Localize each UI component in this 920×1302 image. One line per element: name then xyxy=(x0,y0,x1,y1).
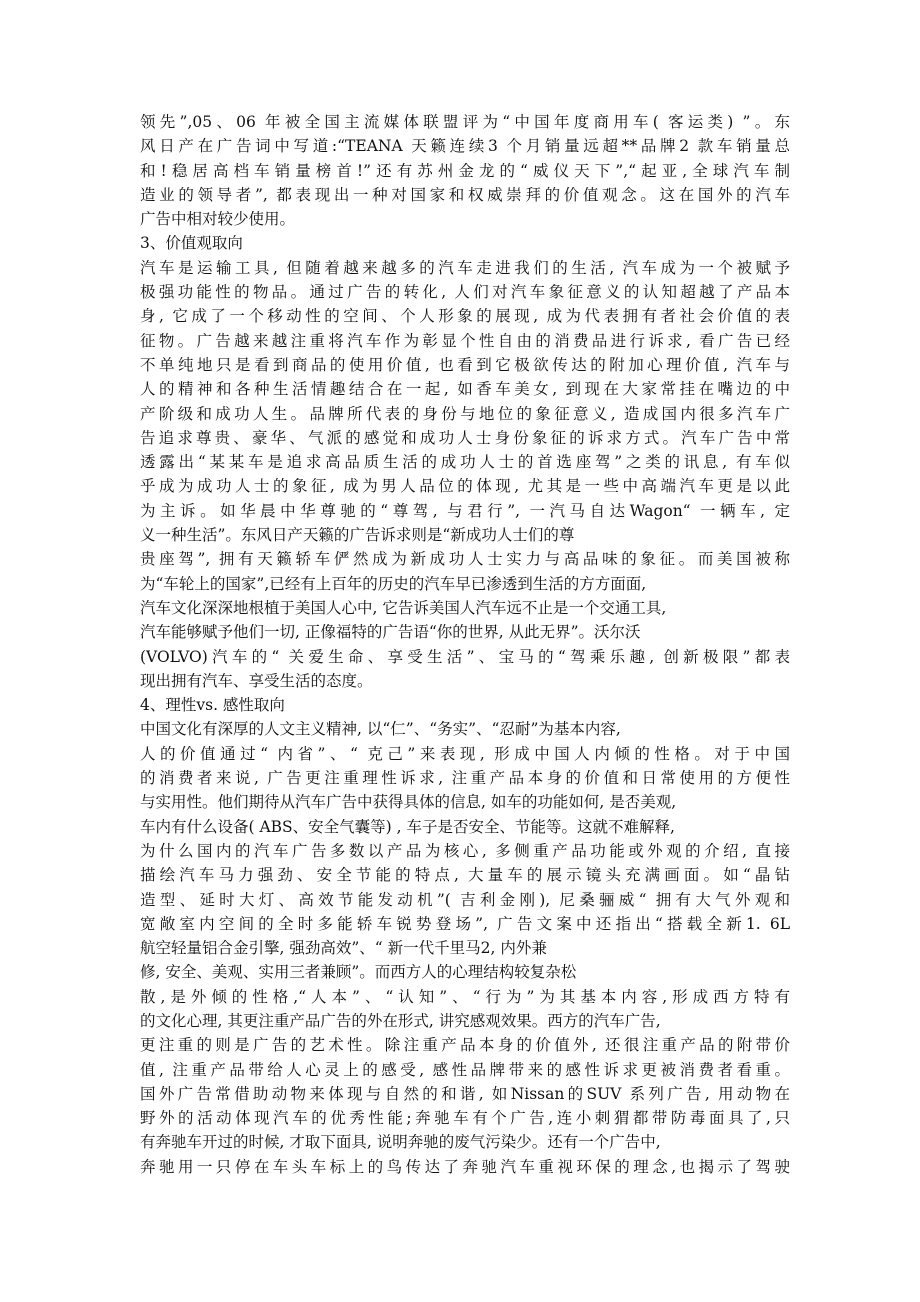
text-line: 人的精神和各种生活情趣结合在一起, 如香车美女, 到现在大家常挂在嘴边的中 xyxy=(140,380,790,399)
text-line: 更注重的则是广告的艺术性。除注重产品本身的价值外, 还很注重产品的附带价 xyxy=(140,1036,790,1055)
text-line: 征物。广告越来越注重将汽车作为彰显个性自由的消费品进行诉求, 看广告已经 xyxy=(140,331,790,350)
section-heading: 4、理性vs. 感性取向 xyxy=(140,696,285,715)
text-line: 广告中相对较少使用。 xyxy=(140,210,296,229)
text-line: 乎成为成功人士的象征, 成为男人品位的体现, 尤其是一些中高端汽车更是以此 xyxy=(140,477,790,496)
text-line: 为主诉。如华晨中华尊驰的“尊驾, 与君行”, 一汽马自达Wagon“ 一辆车, 定 xyxy=(140,501,790,520)
text-line: 为“车轮上的国家”,已经有上百年的历史的汽车早已渗透到生活的方方面面, xyxy=(140,574,647,593)
text-line: 现出拥有汽车、享受生活的态度。 xyxy=(140,671,373,690)
text-line: 描绘汽车马力强劲、安全节能的特点, 大量车的展示镜头充满画面。如“晶钻 xyxy=(140,866,790,885)
text-line: 义一种生活”。东风日产天籁的广告诉求则是“新成功人士们的尊 xyxy=(140,526,575,545)
text-line: 有奔驰车开过的时候, 才取下面具, 说明奔驰的废气污染少。还有一个广告中, xyxy=(140,1133,661,1152)
text-line: 值, 注重产品带给人心灵上的感受, 感性品牌带来的感性诉求更被消费者看重。 xyxy=(140,1060,790,1079)
text-line: 汽车能够赋予他们一切, 正像福特的广告语“你的世界, 从此无界”。沃尔沃 xyxy=(140,623,641,642)
text-line: 车内有什么设备( ABS、安全气囊等) , 车子是否安全、节能等。这就不难解释, xyxy=(140,817,675,836)
text-line: 告追求尊贵、豪华、气派的感觉和成功人士身份象征的诉求方式。汽车广告中常 xyxy=(140,428,790,447)
text-line: 不单纯地只是看到商品的使用价值, 也看到它极欲传达的附加心理价值, 汽车与 xyxy=(140,355,790,374)
text-line: (VOLVO)汽车的“ 关爱生命、享受生活”、宝马的“驾乘乐趣, 创新极限”都表 xyxy=(140,647,790,666)
text-line: 宽敞室内空间的全时多能轿车锐势登场”, 广告文案中还指出“搭载全新1. 6L xyxy=(140,914,790,933)
text-line: 人的价值通过“ 内省”、“ 克己”来表现, 形成中国人内倾的性格。对于中国 xyxy=(140,744,790,763)
text-line: 中国文化有深厚的人文主义精神, 以“仁”、“务实”、“忍耐”为基本内容, xyxy=(140,720,621,739)
text-line: 汽车文化深深地根植于美国人心中, 它告诉美国人汽车远不止是一个交通工具, xyxy=(140,598,667,617)
text-line: 造业的领导者”, 都表现出一种对国家和权威崇拜的价值观念。这在国外的汽车 xyxy=(140,185,790,204)
text-line: 产阶级和成功人生。品牌所代表的身份与地位的象征意义, 造成国内很多汽车广 xyxy=(140,404,790,423)
text-line: 为什么国内的汽车广告多数以产品为核心, 多侧重产品功能或外观的介绍, 直接 xyxy=(140,841,790,860)
text-line: 奔驰用一只停在车头车标上的鸟传达了奔驰汽车重视环保的理念,也揭示了驾驶 xyxy=(140,1157,790,1176)
text-line: 和!稳居高档车销量榜首!”还有苏州金龙的“威仪天下”,“起亚,全球汽车制 xyxy=(140,161,790,180)
text-line: 与实用性。他们期待从汽车广告中获得具体的信息, 如车的功能如何, 是否美观, xyxy=(140,793,677,812)
text-line: 航空轻量铝合金引擎, 强劲高效”、“ 新一代千里马2, 内外兼 xyxy=(140,939,547,958)
text-line: 修, 安全、美观、实用三者兼顾”。而西方人的心理结构较复杂松 xyxy=(140,963,577,982)
text-line: 的消费者来说, 广告更注重理性诉求, 注重产品本身的价值和日常使用的方便性 xyxy=(140,769,790,788)
text-line: 领先”,05、06 年被全国主流媒体联盟评为“中国年度商用车( 客运类) ”。东 xyxy=(140,113,790,131)
document-page xyxy=(140,110,790,1179)
section-heading: 3、价值观取向 xyxy=(140,234,243,253)
text-line: 贵座驾”, 拥有天籁轿车俨然成为新成功人士实力与高品味的象征。而美国被称 xyxy=(140,550,790,569)
text-line: 散,是外倾的性格,“人本”、“认知”、“行为”为其基本内容,形成西方特有 xyxy=(140,987,790,1006)
text-line: 极强功能性的物品。通过广告的转化, 人们对汽车象征意义的认知超越了产品本 xyxy=(140,283,790,302)
text-line: 风日产在广告词中写道:“TEANA 天籁连续3 个月销量远超**品牌2 款车销量总 xyxy=(140,137,790,156)
text-line: 汽车是运输工具, 但随着越来越多的汽车走进我们的生活, 汽车成为一个被赋予 xyxy=(140,258,790,277)
text-line: 野外的活动体现汽车的优秀性能;奔驰车有个广告,连小刺猬都带防毒面具了,只 xyxy=(140,1109,790,1128)
text-line: 造型、延时大灯、高效节能发动机”( 吉利金刚), 尼桑骊威“ 拥有大气外观和 xyxy=(140,890,790,909)
text-line: 透露出“某某车是追求高品质生活的成功人士的首选座驾”之类的讯息, 有车似 xyxy=(140,453,790,472)
text-line: 身, 它成了一个移动性的空间、个人形象的展现, 成为代表拥有者社会价值的表 xyxy=(140,307,790,326)
text-line: 的文化心理, 其更注重产品广告的外在形式, 讲究感观效果。西方的汽车广告, xyxy=(140,1011,661,1030)
text-line: 国外广告常借助动物来体现与自然的和谐, 如Nissan的SUV 系列广告, 用动物在 xyxy=(140,1084,790,1103)
